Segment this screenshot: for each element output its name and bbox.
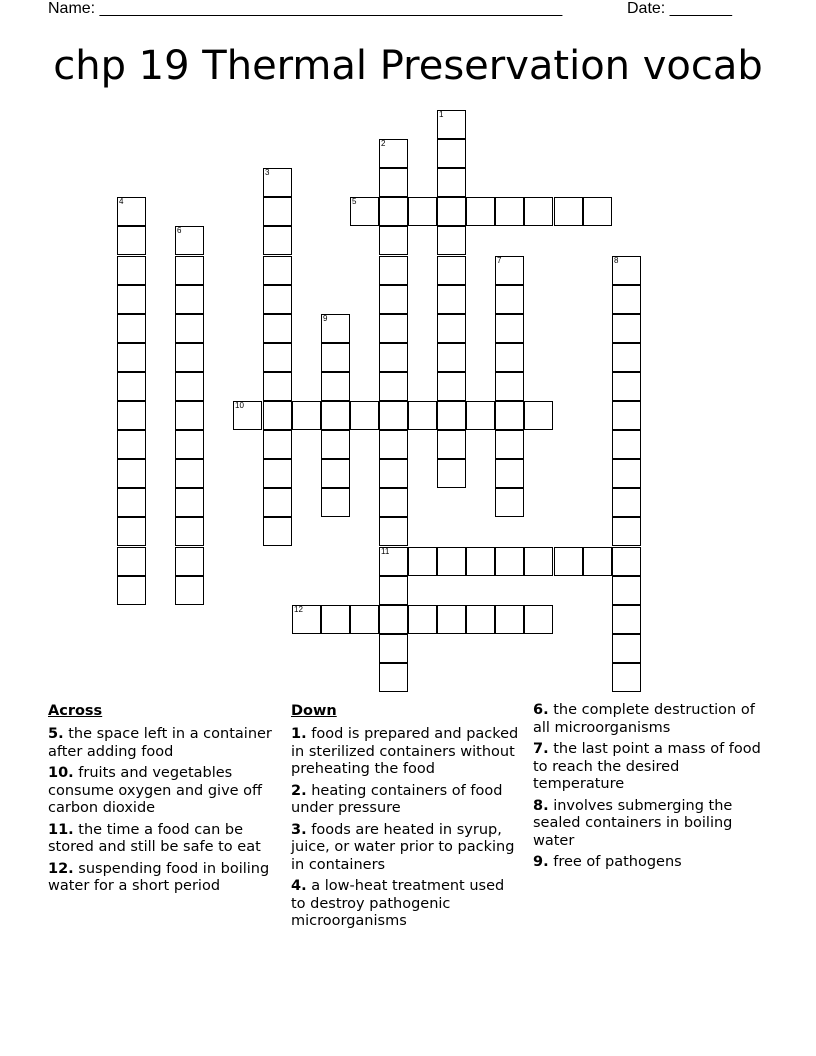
grid-cell[interactable] <box>466 547 495 576</box>
clue-number: 5. <box>48 726 64 742</box>
grid-cell[interactable] <box>495 197 524 226</box>
grid-cell[interactable] <box>554 197 583 226</box>
grid-cell[interactable] <box>437 314 466 343</box>
clue-across <box>48 765 280 818</box>
grid-cell[interactable] <box>466 401 495 430</box>
grid-cell[interactable] <box>321 488 350 517</box>
clue-text: the last point a mass of food to reach the desired temperature <box>533 741 761 792</box>
grid-cell[interactable] <box>175 430 204 459</box>
grid-cell[interactable] <box>495 605 524 634</box>
grid-cell[interactable] <box>524 605 553 634</box>
grid-cell[interactable] <box>379 226 408 255</box>
grid-cell[interactable] <box>379 488 408 517</box>
grid-cell[interactable] <box>263 314 292 343</box>
grid-cell[interactable] <box>437 459 466 488</box>
grid-cell[interactable] <box>233 401 262 430</box>
grid-cell[interactable] <box>379 576 408 605</box>
grid-cell[interactable] <box>379 547 408 576</box>
date-field[interactable]: Date: _______ <box>627 0 732 17</box>
grid-cell[interactable] <box>117 430 146 459</box>
grid-cell[interactable] <box>612 517 641 546</box>
grid-cell[interactable] <box>495 488 524 517</box>
grid-cell[interactable] <box>612 372 641 401</box>
clue-across <box>48 726 280 761</box>
clue-number: 6. <box>533 702 549 718</box>
grid-cell[interactable] <box>321 314 350 343</box>
grid-cell[interactable] <box>379 430 408 459</box>
grid-cell[interactable] <box>554 547 583 576</box>
grid-cell[interactable] <box>175 372 204 401</box>
grid-cell[interactable] <box>495 459 524 488</box>
grid-cell[interactable] <box>612 256 641 285</box>
grid-cell[interactable] <box>263 459 292 488</box>
grid-cell[interactable] <box>437 139 466 168</box>
grid-cell[interactable] <box>117 576 146 605</box>
across-clues <box>48 702 280 900</box>
grid-cell[interactable] <box>263 256 292 285</box>
grid-cell[interactable] <box>117 197 146 226</box>
grid-cell[interactable] <box>495 256 524 285</box>
clue-number: 9. <box>533 854 549 870</box>
grid-cell[interactable] <box>495 285 524 314</box>
grid-cell[interactable] <box>263 430 292 459</box>
grid-cell[interactable] <box>495 372 524 401</box>
grid-cell[interactable] <box>350 605 379 634</box>
clue-text: the complete destruction of all microorganisms <box>533 702 755 736</box>
grid-cell[interactable] <box>175 547 204 576</box>
grid-cell[interactable] <box>524 547 553 576</box>
clue-number: 8. <box>533 797 549 814</box>
grid-cell[interactable] <box>263 226 292 255</box>
clue-text: free of pathogens <box>548 854 682 870</box>
grid-cell[interactable] <box>117 343 146 372</box>
grid-cell[interactable] <box>437 401 466 430</box>
grid-cell[interactable] <box>437 197 466 226</box>
grid-cell[interactable] <box>117 372 146 401</box>
grid-cell[interactable] <box>612 285 641 314</box>
clue-number: 12. <box>48 860 74 877</box>
clue-down <box>291 822 523 875</box>
clue-down <box>533 798 765 851</box>
grid-cell[interactable] <box>175 488 204 517</box>
grid-cell[interactable] <box>117 459 146 488</box>
grid-cell[interactable] <box>175 343 204 372</box>
grid-cell[interactable] <box>437 256 466 285</box>
grid-cell[interactable] <box>408 605 437 634</box>
grid-cell[interactable] <box>612 401 641 430</box>
grid-cell[interactable] <box>175 576 204 605</box>
clue-text: foods are heated in syrup, juice, or water prior to packing in containers <box>291 821 515 873</box>
grid-cell[interactable] <box>263 517 292 546</box>
grid-cell[interactable] <box>117 256 146 285</box>
grid-cell[interactable] <box>321 430 350 459</box>
grid-cell[interactable] <box>263 401 292 430</box>
grid-cell[interactable] <box>175 314 204 343</box>
grid-cell[interactable] <box>524 401 553 430</box>
grid-cell[interactable] <box>350 401 379 430</box>
down-heading: Down <box>291 703 337 719</box>
clue-number: 2 <box>381 139 386 148</box>
grid-cell[interactable] <box>379 459 408 488</box>
clue-number: 4 <box>119 197 124 206</box>
grid-cell[interactable] <box>117 517 146 546</box>
grid-cell[interactable] <box>175 256 204 285</box>
grid-cell[interactable] <box>612 459 641 488</box>
grid-cell[interactable] <box>175 285 204 314</box>
grid-cell[interactable] <box>408 547 437 576</box>
grid-cell[interactable] <box>495 401 524 430</box>
grid-cell[interactable] <box>612 314 641 343</box>
clue-down <box>291 726 523 779</box>
grid-cell[interactable] <box>263 197 292 226</box>
grid-cell[interactable] <box>117 314 146 343</box>
grid-cell[interactable] <box>437 168 466 197</box>
clue-down <box>533 854 765 872</box>
clue-number: 11 <box>381 547 390 556</box>
grid-cell[interactable] <box>379 634 408 663</box>
clue-number: 10 <box>235 401 244 410</box>
clue-text: food is prepared and packed in sterilized containers without preheating the food <box>291 726 519 777</box>
grid-cell[interactable] <box>379 256 408 285</box>
grid-cell[interactable] <box>321 401 350 430</box>
clue-text: suspending food in boiling water for a short period <box>48 860 270 894</box>
grid-cell[interactable] <box>408 401 437 430</box>
clue-number: 6 <box>177 226 182 235</box>
grid-cell[interactable] <box>379 372 408 401</box>
down-clue-list <box>291 726 523 931</box>
grid-cell[interactable] <box>437 343 466 372</box>
grid-cell[interactable] <box>379 285 408 314</box>
grid-cell[interactable] <box>495 343 524 372</box>
clue-number: 4. <box>291 878 307 894</box>
grid-cell[interactable] <box>612 430 641 459</box>
grid-cell[interactable] <box>524 197 553 226</box>
clue-text: fruits and vegetables consume oxygen and give off carbon dioxide <box>48 765 263 816</box>
clue-number: 3. <box>291 821 307 838</box>
grid-cell[interactable] <box>263 488 292 517</box>
grid-cell[interactable] <box>175 226 204 255</box>
grid-cell[interactable] <box>175 459 204 488</box>
grid-cell[interactable] <box>321 372 350 401</box>
clue-number: 2. <box>291 782 307 799</box>
clue-number: 1 <box>439 110 444 119</box>
clue-down <box>291 783 523 818</box>
clue-number: 1. <box>291 726 307 742</box>
clue-number: 11. <box>48 821 74 838</box>
grid-cell[interactable] <box>263 372 292 401</box>
grid-cell[interactable] <box>612 576 641 605</box>
grid-cell[interactable] <box>437 605 466 634</box>
clue-number: 7 <box>497 256 502 265</box>
grid-cell[interactable] <box>437 226 466 255</box>
grid-cell[interactable] <box>175 517 204 546</box>
clue-number: 12 <box>294 605 303 614</box>
grid-cell[interactable] <box>495 430 524 459</box>
clue-text: the time a food can be stored and still be safe to eat <box>48 821 261 855</box>
grid-cell[interactable] <box>379 517 408 546</box>
grid-cell[interactable] <box>117 401 146 430</box>
grid-cell[interactable] <box>379 605 408 634</box>
grid-cell[interactable] <box>495 314 524 343</box>
grid-cell[interactable] <box>466 197 495 226</box>
down-clue-list-continued <box>533 702 765 872</box>
grid-cell[interactable] <box>379 401 408 430</box>
grid-cell[interactable] <box>321 459 350 488</box>
grid-cell[interactable] <box>437 285 466 314</box>
clue-number: 10. <box>48 765 74 781</box>
down-clues-continued <box>533 702 765 876</box>
grid-cell[interactable] <box>379 663 408 692</box>
grid-cell[interactable] <box>117 226 146 255</box>
clue-down <box>291 878 523 931</box>
grid-cell[interactable] <box>175 401 204 430</box>
grid-cell[interactable] <box>379 139 408 168</box>
name-field[interactable]: Name: ____________________________________________________ <box>48 0 563 17</box>
grid-cell[interactable] <box>612 605 641 634</box>
grid-cell[interactable] <box>117 488 146 517</box>
grid-cell[interactable] <box>321 605 350 634</box>
clue-number: 5 <box>352 197 357 206</box>
grid-cell[interactable] <box>263 168 292 197</box>
clue-across <box>48 861 280 896</box>
grid-cell[interactable] <box>466 605 495 634</box>
grid-cell[interactable] <box>292 605 321 634</box>
grid-cell[interactable] <box>437 547 466 576</box>
grid-cell[interactable] <box>379 197 408 226</box>
grid-cell[interactable] <box>379 168 408 197</box>
clue-text: the space left in a container after adding food <box>48 726 272 760</box>
clue-number: 7. <box>533 741 549 757</box>
clue-number: 3 <box>265 168 270 177</box>
clue-across <box>48 822 280 857</box>
clue-down <box>533 702 765 737</box>
grid-cell[interactable] <box>117 285 146 314</box>
across-clue-list <box>48 726 280 896</box>
grid-cell[interactable] <box>583 197 612 226</box>
grid-cell[interactable] <box>612 663 641 692</box>
grid-cell[interactable] <box>379 314 408 343</box>
grid-cell[interactable] <box>495 547 524 576</box>
grid-cell[interactable] <box>583 547 612 576</box>
grid-cell[interactable] <box>612 343 641 372</box>
clue-text: heating containers of food under pressure <box>291 782 503 816</box>
grid-cell[interactable] <box>437 372 466 401</box>
grid-cell[interactable] <box>612 488 641 517</box>
clue-down <box>533 741 765 794</box>
clue-number: 9 <box>323 314 328 323</box>
page-title: chp 19 Thermal Preservation vocab <box>53 43 763 89</box>
grid-cell[interactable] <box>117 547 146 576</box>
grid-cell[interactable] <box>437 110 466 139</box>
grid-cell[interactable] <box>437 430 466 459</box>
grid-cell[interactable] <box>612 634 641 663</box>
grid-cell[interactable] <box>292 401 321 430</box>
clue-text: involves submerging the sealed containers in boiling water <box>533 797 733 849</box>
clue-number: 8 <box>614 256 619 265</box>
clue-text: a low-heat treatment used to destroy pathogenic microorganisms <box>291 878 505 929</box>
down-clues <box>291 702 523 935</box>
grid-cell[interactable] <box>379 343 408 372</box>
grid-cell[interactable] <box>612 547 641 576</box>
grid-cell[interactable] <box>263 343 292 372</box>
grid-cell[interactable] <box>350 197 379 226</box>
grid-cell[interactable] <box>263 285 292 314</box>
grid-cell[interactable] <box>408 197 437 226</box>
grid-cell[interactable] <box>321 343 350 372</box>
across-heading: Across <box>48 703 103 719</box>
